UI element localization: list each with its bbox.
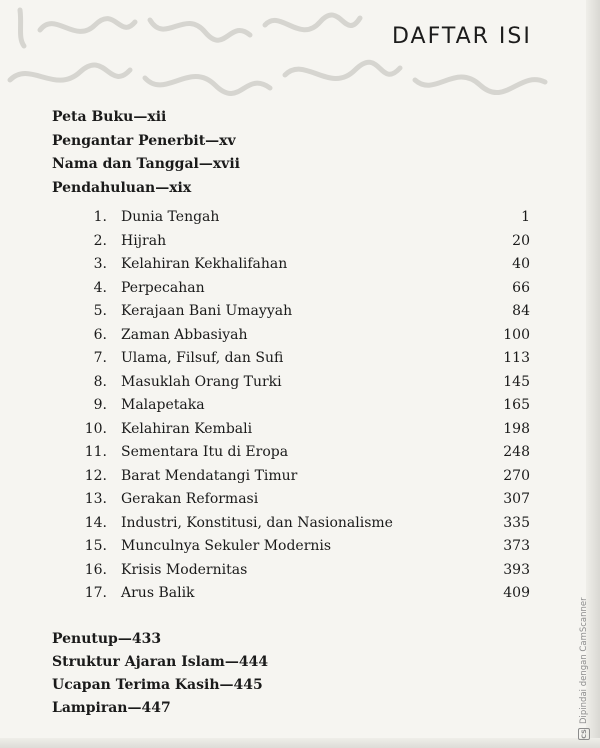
- chapter-number: 11.: [84, 444, 107, 460]
- chapter-page: 393: [503, 561, 530, 578]
- chapter-page: 145: [503, 373, 530, 390]
- front-matter-list: [52, 106, 240, 200]
- chapter-page: 113: [503, 350, 530, 366]
- chapter-number: 13.: [84, 491, 107, 507]
- chapter-title: Hijrah: [121, 232, 167, 249]
- chapter-list: [52, 206, 530, 606]
- chapter-row: [52, 418, 530, 442]
- scanner-watermark: [578, 597, 590, 740]
- chapter-number: 8.: [93, 373, 107, 390]
- chapter-title: Kelahiran Kekhalifahan: [121, 256, 288, 272]
- chapter-title: Masuklah Orang Turki: [121, 373, 282, 390]
- chapter-title: Gerakan Reformasi: [121, 491, 259, 507]
- chapter-row: [52, 347, 530, 371]
- chapter-page: 20: [512, 232, 530, 249]
- chapter-page: 307: [503, 491, 530, 507]
- chapter-number: 4.: [93, 279, 107, 296]
- back-matter-list: [52, 628, 268, 720]
- chapter-page: 66: [512, 279, 530, 296]
- chapter-row: [52, 206, 530, 230]
- chapter-number: 7.: [93, 350, 107, 366]
- chapter-number: 3.: [93, 256, 107, 272]
- chapter-row: [52, 230, 530, 254]
- chapter-row: [52, 465, 530, 489]
- page-title: DAFTAR ISI: [392, 24, 532, 49]
- front-matter-item: Peta Buku—xii: [52, 109, 167, 125]
- chapter-number: 14.: [84, 514, 107, 531]
- chapter-number: 6.: [93, 326, 107, 343]
- chapter-row: [52, 582, 530, 606]
- chapter-title: Industri, Konstitusi, dan Nasionalisme: [121, 514, 393, 531]
- chapter-title: Kerajaan Bani Umayyah: [121, 303, 293, 319]
- chapter-page: 84: [512, 303, 530, 319]
- page-bottom-edge: [0, 738, 600, 748]
- chapter-title: Ulama, Filsuf, dan Sufi: [121, 350, 284, 366]
- watermark-text: Dipindai dengan CamScanner: [579, 597, 589, 724]
- camscanner-logo-icon: CS: [580, 729, 588, 739]
- chapter-title: Krisis Modernitas: [121, 561, 248, 578]
- chapter-row: [52, 512, 530, 536]
- chapter-page: 373: [503, 538, 530, 554]
- chapter-page: 270: [503, 467, 530, 484]
- chapter-number: 12.: [84, 467, 107, 484]
- chapter-title: Perpecahan: [121, 279, 205, 296]
- front-matter-item: Nama dan Tanggal—xvii: [52, 156, 240, 172]
- chapter-row: [52, 559, 530, 583]
- back-matter-item: Ucapan Terima Kasih—445: [52, 677, 263, 693]
- chapter-number: 9.: [93, 397, 107, 413]
- chapter-page: 165: [503, 397, 530, 413]
- chapter-number: 1.: [93, 209, 107, 225]
- chapter-title: Malapetaka: [121, 397, 205, 413]
- chapter-title: Zaman Abbasiyah: [121, 326, 248, 343]
- chapter-page: 335: [503, 514, 530, 531]
- chapter-title: Barat Mendatangi Timur: [121, 467, 298, 484]
- chapter-row: [52, 253, 530, 277]
- chapter-page: 40: [512, 256, 530, 272]
- back-matter-item: Struktur Ajaran Islam—444: [52, 654, 269, 670]
- chapter-row: [52, 277, 530, 301]
- chapter-title: Dunia Tengah: [121, 209, 220, 225]
- chapter-number: 15.: [84, 538, 107, 554]
- chapter-row: [52, 324, 530, 348]
- chapter-row: [52, 300, 530, 324]
- chapter-page: 198: [503, 420, 530, 437]
- chapter-title: Kelahiran Kembali: [121, 420, 253, 437]
- chapter-page: 248: [503, 444, 530, 460]
- front-matter-item: Pengantar Penerbit—xv: [52, 132, 236, 149]
- chapter-row: [52, 371, 530, 395]
- chapter-row: [52, 535, 530, 559]
- chapter-number: 16.: [84, 561, 107, 578]
- chapter-title: Sementara Itu di Eropa: [121, 444, 289, 460]
- chapter-title: Munculnya Sekuler Modernis: [121, 538, 332, 554]
- chapter-page: 1: [521, 209, 530, 225]
- chapter-number: 17.: [84, 585, 107, 601]
- chapter-row: [52, 394, 530, 418]
- back-matter-item: Penutup—433: [52, 631, 162, 647]
- chapter-number: 10.: [84, 420, 107, 437]
- chapter-row: [52, 441, 530, 465]
- chapter-page: 100: [503, 326, 530, 343]
- chapter-title: Arus Balik: [121, 585, 195, 601]
- chapter-number: 2.: [93, 232, 107, 249]
- chapter-number: 5.: [93, 303, 107, 319]
- back-matter-item: Lampiran—447: [52, 700, 171, 716]
- chapter-page: 409: [503, 585, 530, 601]
- front-matter-item: Pendahuluan—xix: [52, 179, 192, 196]
- chapter-row: [52, 488, 530, 512]
- decorative-script-watermark: [0, 0, 560, 110]
